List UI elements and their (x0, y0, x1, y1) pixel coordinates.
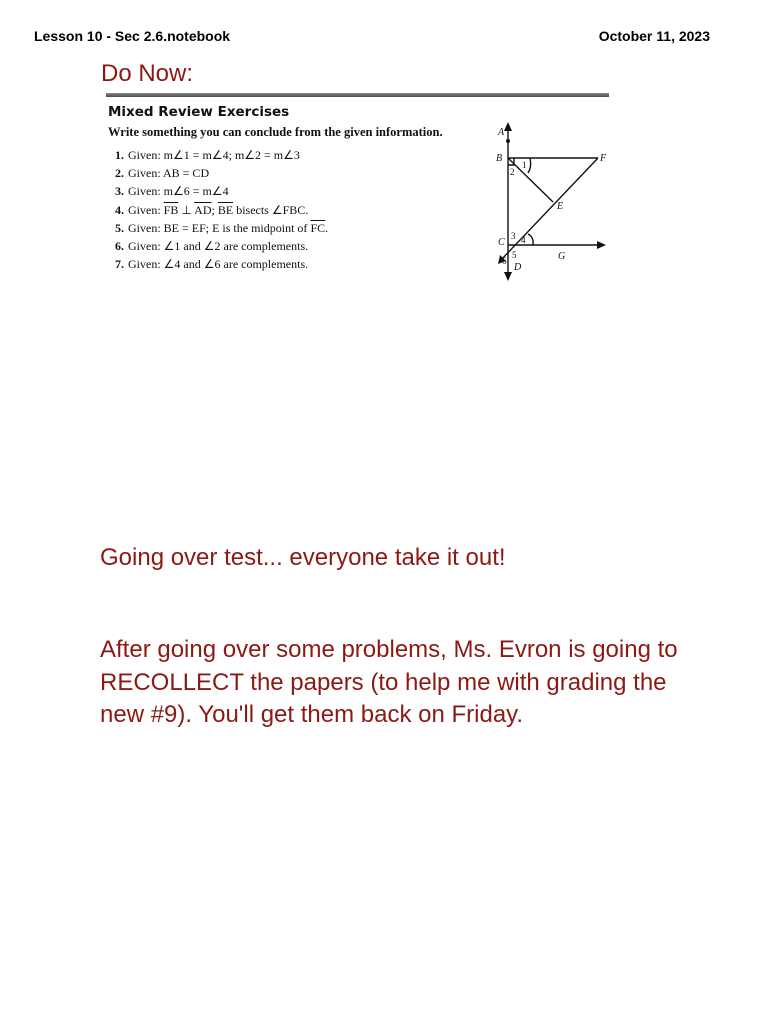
notebook-title: Lesson 10 - Sec 2.6.notebook (34, 28, 231, 44)
exercise-item: 1. Given: m∠1 = m∠4; m∠2 = m∠3 (115, 148, 300, 162)
exercise-list (108, 146, 328, 273)
exercise-item: 4. Given: $\overline{FB}$ ⊥ $\overline{AD}$; $\overline{BE}$ bisects ∠FBC. (115, 202, 309, 217)
svg-text:F: F (600, 153, 607, 164)
angle-arc (528, 158, 531, 173)
exercise-item: 7. Given: ∠4 and ∠6 are complements. (115, 257, 309, 272)
angle-arc (528, 234, 533, 245)
svg-text:1: 1 (522, 160, 527, 170)
announcement-line: Going over test... everyone take it out! (100, 544, 506, 571)
arrow-head (504, 122, 512, 131)
svg-text:3: 3 (511, 231, 516, 241)
geometry-figure (478, 121, 610, 281)
point-a (506, 139, 510, 143)
exercise-instruction: Write something you can conclude from the given information. (108, 125, 443, 139)
exercise-scan-image (104, 91, 610, 281)
notebook-date: October 11, 2023 (598, 28, 710, 44)
svg-text:6: 6 (502, 256, 507, 266)
svg-text:G: G (558, 251, 566, 262)
do-now-heading: Do Now: (101, 60, 194, 87)
svg-text:E: E (557, 201, 564, 212)
svg-text:C: C (498, 237, 505, 248)
svg-text:2: 2 (510, 167, 515, 177)
arrow-head (504, 272, 512, 281)
svg-text:A: A (498, 127, 505, 138)
svg-text:D: D (514, 262, 522, 273)
arrow-head (597, 241, 606, 249)
exercise-item: 6. Given: ∠1 and ∠2 are complements. (115, 238, 309, 253)
scan-header-bar (106, 93, 609, 97)
exercise-item: 2. Given: AB = CD (115, 166, 210, 181)
exercise-item: 5. Given: BE = EF; E is the midpoint of $\overline{FC}$. (115, 220, 329, 235)
svg-text:4: 4 (521, 235, 526, 245)
exercise-title: Mixed Review Exercises (108, 104, 290, 120)
announcement-paragraph: After going over some problems, Ms. Evron is going to RECOLLECT the papers (to help me with grading the new #9). You'll get them back on Friday. (100, 636, 678, 728)
exercise-item: 3. Given: m∠6 = m∠4 (115, 184, 229, 199)
svg-text:B: B (496, 153, 503, 164)
svg-text:5: 5 (512, 250, 517, 260)
